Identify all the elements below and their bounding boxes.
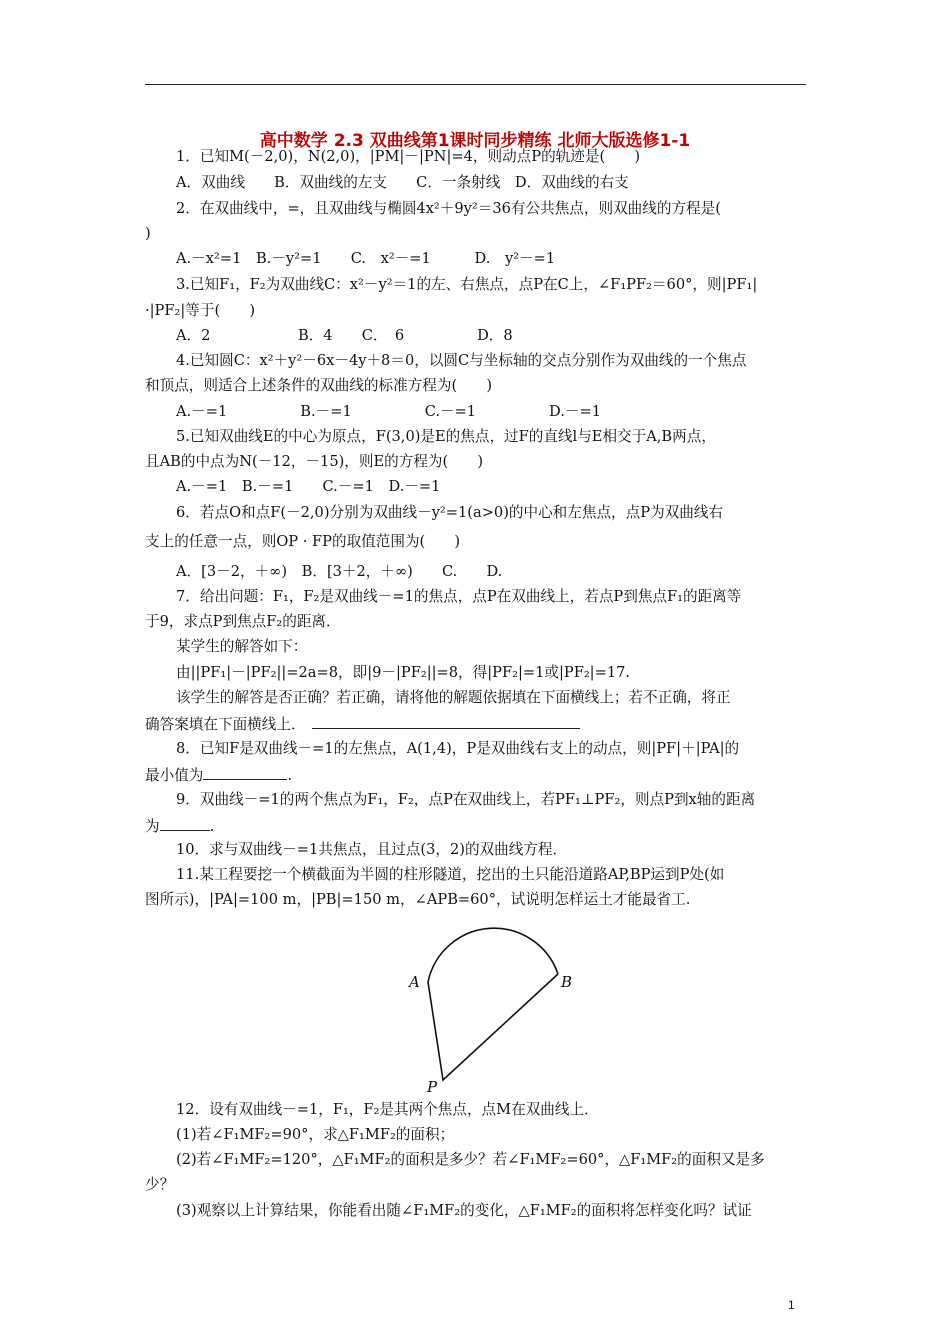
q8-text: 最小值为 — [145, 767, 204, 784]
answer-blank[interactable] — [312, 714, 580, 729]
q7-stem-cont: 于9，求点P到焦点F₂的距离． — [145, 613, 341, 630]
q11-stem: 11.某工程要挖一个横截面为半圆的柱形隧道，挖出的土只能沿道路AP,BP运到P处(如 — [176, 866, 725, 883]
q3-options: A．2 B．4 C． 6 D．8 — [176, 327, 513, 344]
q2-stem: 2．在双曲线中，=，且双曲线与椭圆4x²＋9y²＝36有公共焦点，则双曲线的方程是( — [176, 200, 721, 217]
page-title: 高中数学 2.3 双曲线第1课时同步精练 北师大版选修1-1 — [259, 131, 691, 151]
q8-stem: 8．已知F是双曲线－=1的左焦点，A(1,4)，P是双曲线右支上的动点，则|PF|＋|PA|的 — [176, 740, 740, 757]
q7-student-work: 由||PF₁|－|PF₂||=2a=8，即|9－|PF₂||=8，得|PF₂|=1或|PF₂|=17. — [176, 664, 631, 681]
q12-part2-cont: 少？ — [145, 1176, 175, 1193]
q6-options: A．[3－2，＋∞) B．[3＋2，＋∞) C. D. — [176, 563, 503, 580]
q5-stem: 5.已知双曲线E的中心为原点，F(3,0)是E的焦点，过F的直线l与E相交于A,B两点， — [176, 428, 716, 445]
q2-options: A.－x²=1 B.－y²=1 C. x²－=1 D. y²－=1 — [176, 250, 556, 267]
q9-stem: 9．双曲线－=1的两个焦点为F₁，F₂，点P在双曲线上，若PF₁⊥PF₂，则点P到x轴的距离 — [176, 791, 756, 808]
q11-stem-cont: 图所示)，|PA|=100 m，|PB|=150 m，∠APB=60°，试说明怎样运土才能最省工. — [145, 891, 691, 908]
label-p: P — [427, 1078, 438, 1096]
page-number: 1 — [788, 1298, 795, 1312]
answer-blank[interactable] — [160, 816, 210, 831]
q1-options: A．双曲线 B．双曲线的左支 C．一条射线 D．双曲线的右支 — [176, 174, 629, 191]
label-a: A — [409, 973, 420, 991]
q4-options: A.－=1 B.－=1 C.－=1 D.－=1 — [176, 403, 601, 420]
q4-stem: 4.已知圆C：x²＋y²－6x－4y＋8＝0，以圆C与坐标轴的交点分别作为双曲线的一个焦点 — [176, 352, 747, 369]
q12-part1: (1)若∠F₁MF₂=90°，求△F₁MF₂的面积； — [176, 1126, 455, 1143]
semicircle-arc — [428, 928, 558, 982]
q2-stem-cont: ) — [145, 225, 151, 242]
q7-stem: 7．给出问题：F₁，F₂是双曲线－=1的焦点，点P在双曲线上，若点P到焦点F₁的距离等 — [176, 588, 742, 605]
tunnel-figure — [395, 912, 595, 1097]
q12-stem: 12．设有双曲线－=1，F₁，F₂是其两个焦点，点M在双曲线上． — [176, 1101, 599, 1118]
q7-question-text: 确答案填在下面横线上． — [145, 716, 306, 733]
q10-stem: 10．求与双曲线－=1共焦点，且过点(3，2)的双曲线方程． — [176, 841, 568, 858]
q12-part2: (2)若∠F₁MF₂=120°，△F₁MF₂的面积是多少？若∠F₁MF₂=60°，△F₁MF₂的面积又是多 — [176, 1151, 765, 1168]
q5-options: A.－=1 B.－=1 C.－=1 D.－=1 — [176, 478, 441, 495]
q9-stem-cont: 为 . — [145, 818, 215, 835]
q12-part3: (3)观察以上计算结果，你能看出随∠F₁MF₂的变化，△F₁MF₂的面积将怎样变化吗？试证 — [176, 1202, 752, 1219]
q9-text: 为 — [145, 818, 160, 835]
q3-stem-cont: ·|PF₂|等于( ) — [145, 302, 256, 319]
q5-stem-cont: 且AB的中点为N(－12，－15)，则E的方程为( ) — [145, 453, 484, 470]
label-b: B — [561, 973, 573, 991]
q3-stem: 3.已知F₁，F₂为双曲线C：x²－y²＝1的左、右焦点，点P在C上，∠F₁PF₂＝60°，则|PF₁| — [176, 276, 758, 293]
q7-question-cont — [145, 714, 580, 734]
q7-question: 该学生的解答是否正确？若正确，请将他的解题依据填在下面横线上；若不正确，将正 — [176, 689, 731, 706]
answer-blank[interactable] — [203, 765, 287, 780]
path-lines — [428, 974, 558, 1080]
header-rule — [145, 84, 806, 85]
q6-stem: 6．若点O和点F(－2,0)分别为双曲线－y²=1(a>0)的中心和左焦点，点P为双曲线右 — [176, 504, 724, 521]
q7-student-intro: 某学生的解答如下： — [176, 638, 308, 655]
q6-stem-cont: 支上的任意一点，则OP · FP的取值范围为( ) — [145, 533, 461, 550]
q1-stem: 1．已知M(－2,0)，N(2,0)，|PM|－|PN|=4，则动点P的轨迹是( ) — [176, 148, 641, 165]
q4-stem-cont: 和顶点，则适合上述条件的双曲线的标准方程为( ) — [145, 377, 493, 394]
q8-stem-cont: 最小值为 . — [145, 767, 293, 784]
